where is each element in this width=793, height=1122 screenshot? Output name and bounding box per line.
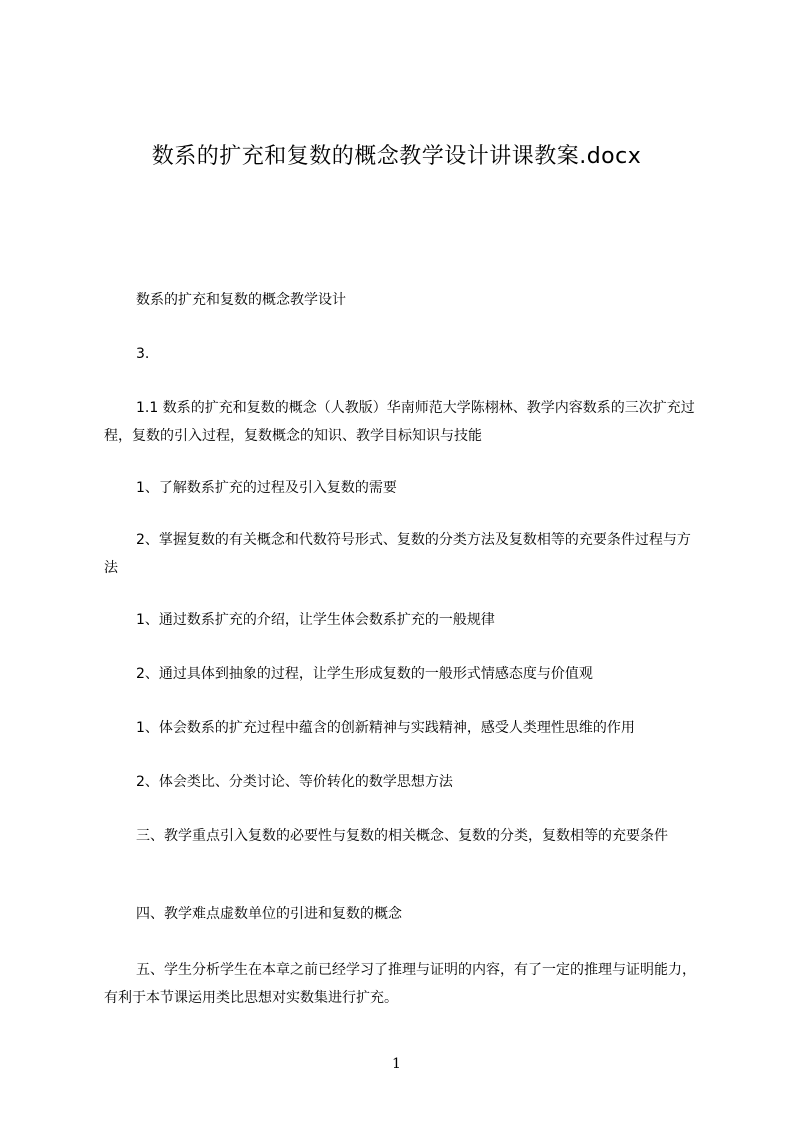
page-number: 1 <box>392 1056 401 1072</box>
paragraph-method-1: 1、通过数系扩充的介绍，让学生体会数系扩充的一般规律 <box>136 612 495 628</box>
paragraph-goal-1: 1、了解数系扩充的过程及引入复数的需要 <box>136 480 397 496</box>
paragraph-student-analysis: 五、学生分析学生在本章之前已经学习了推理与证明的内容，有了一定的推理与证明能力，有利于本节课运用类比思想对实数集进行扩充。 <box>104 962 696 1006</box>
paragraph-attitude-2: 2、体会类比、分类讨论、等价转化的数学思想方法 <box>136 774 453 790</box>
paragraph-heading: 数系的扩充和复数的概念教学设计 <box>136 292 346 308</box>
paragraph-intro: 1.1 数系的扩充和复数的概念（人教版）华南师范大学陈栩林、教学内容数系的三次扩充过程，复数的引入过程，复数概念的知识、教学目标知识与技能 <box>104 400 695 444</box>
paragraph-attitude-1: 1、体会数系的扩充过程中蕴含的创新精神与实践精神，感受人类理性思维的作用 <box>136 720 635 736</box>
paragraph-method-2: 2、通过具体到抽象的过程，让学生形成复数的一般形式情感态度与价值观 <box>136 666 593 682</box>
document-title: 数系的扩充和复数的概念教学设计讲课教案.docx <box>151 144 642 169</box>
paragraph-key-points: 三、教学重点引入复数的必要性与复数的相关概念、复数的分类，复数相等的充要条件 <box>136 828 668 844</box>
paragraph-goal-2: 2、掌握复数的有关概念和代数符号形式、复数的分类方法及复数相等的充要条件过程与方法 <box>104 532 691 576</box>
paragraph-section-number: 3. <box>136 346 150 362</box>
paragraph-difficulties: 四、教学难点虚数单位的引进和复数的概念 <box>136 906 402 922</box>
